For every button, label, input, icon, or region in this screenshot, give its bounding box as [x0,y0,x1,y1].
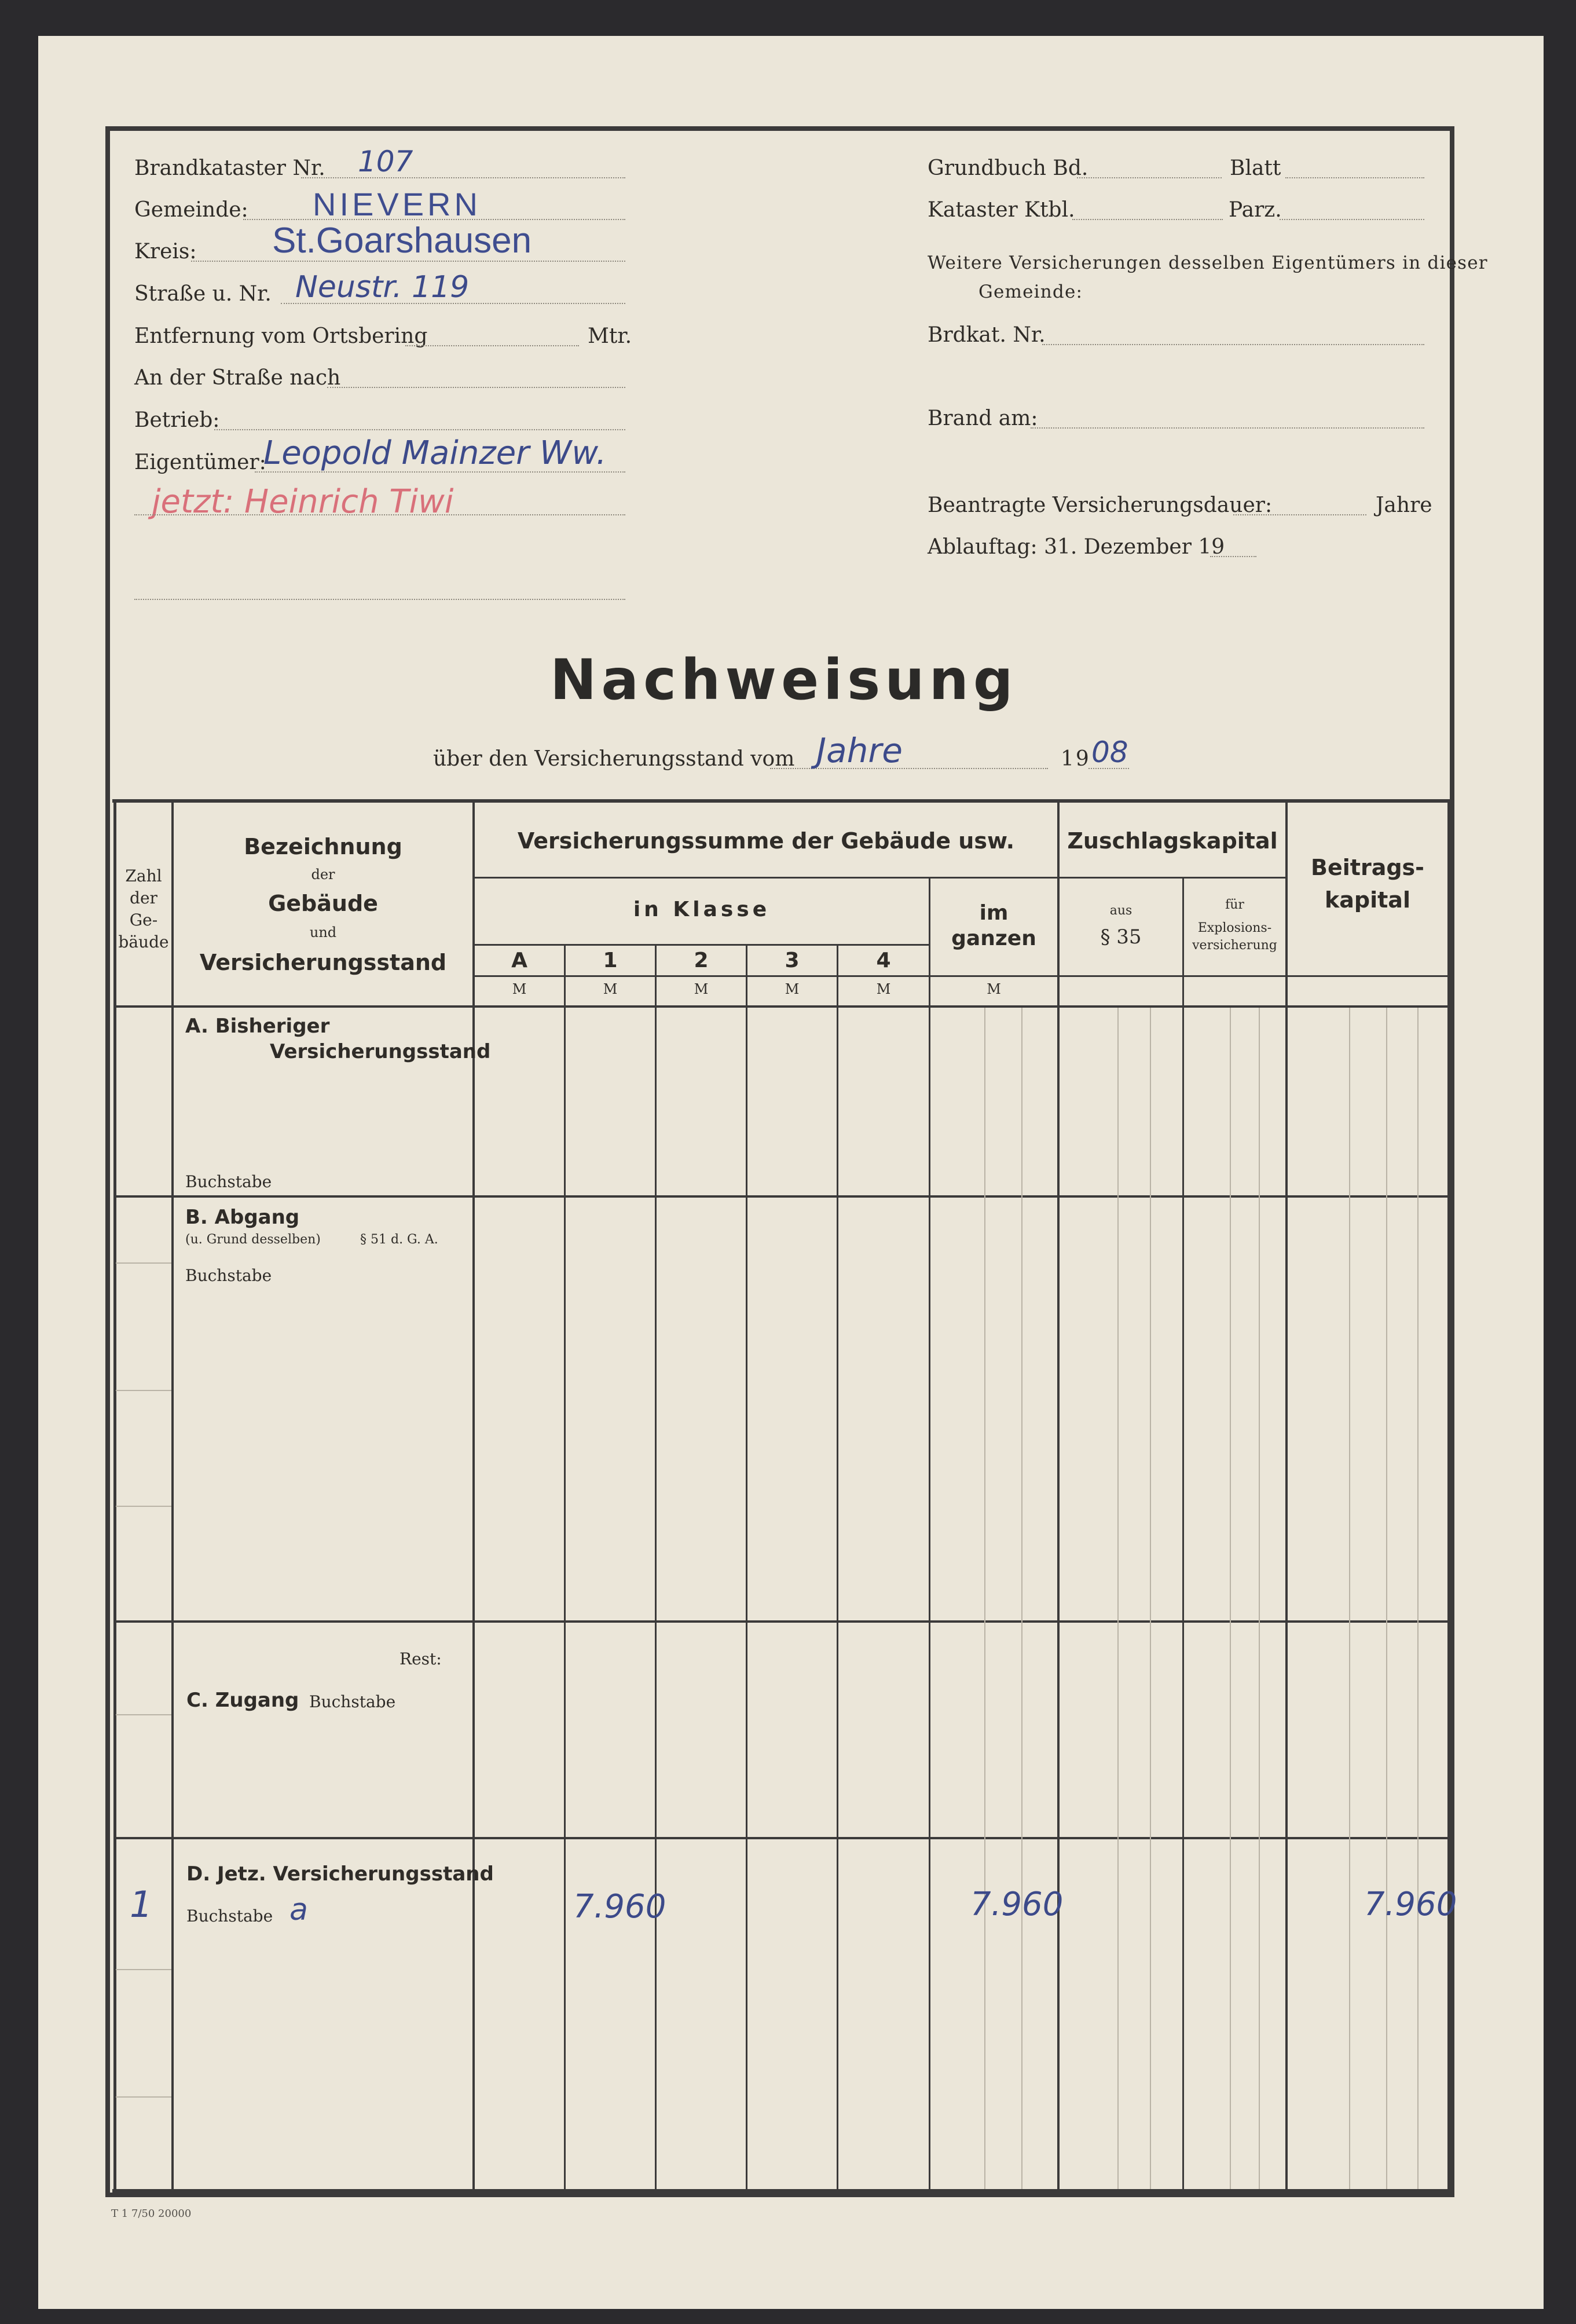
blatt-line [1285,177,1424,178]
dauer-label: Beantragte Versicherungsdauer: [928,493,1273,517]
col-line-4 [929,878,930,2189]
brandkataster-value: 107 [358,145,413,178]
col-line-3 [837,945,838,2189]
brdkat-line [1042,344,1424,345]
zahl-rule-4 [116,1714,171,1715]
header-klasse-3: 3 [785,949,800,972]
header-klasse-1: 1 [603,949,618,972]
header-fuer-1: für [1225,898,1244,912]
header-aus: aus [1109,903,1132,918]
sub-line-beitrag-2 [1386,1008,1387,2189]
header-bezeichnung-4: und [309,924,337,940]
section-d-zahl-hw: 1 [130,1883,153,1926]
col-line-a [564,945,566,2189]
header-fuer-2: Explosions- [1197,921,1272,935]
table-bottom-border [112,2189,1449,2193]
sub-line-fuer-2 [1259,1008,1260,2189]
header-bezeichnung-1: Bezeichnung [244,834,402,859]
betrieb-label: Betrieb: [134,408,220,432]
zahl-rule-1 [116,1262,171,1264]
header-zahl-4: bäude [118,932,169,951]
header-fuer-3: versicherung [1192,938,1277,953]
unit-3: M [785,981,800,997]
strasse-value: Neustr. 119 [295,270,470,305]
grundbuch-label: Grundbuch Bd. [928,156,1088,180]
header-ganzen: ganzen [951,927,1036,950]
section-b-title: B. Abgang [185,1206,300,1229]
col-line-zahl [171,803,174,2189]
hline-klassen-values [474,975,1058,977]
parz-label: Parz. [1229,198,1282,222]
zahl-rule-3 [116,1506,171,1507]
sub-line-beitrag-3 [1417,1008,1419,2189]
eigentuemer-line-3 [134,599,625,600]
entfernung-line [405,345,579,346]
hline-versicherung [474,877,1058,879]
sub-line-aus-1 [1117,1008,1119,2189]
title-heading: Nachweisung [550,647,1018,712]
section-d-ganzen-hw: 7.960 [970,1886,1064,1923]
hline-section-c [116,1837,1449,1839]
title-year-prefix: 19 [1061,747,1091,771]
hline-section-b [116,1620,1449,1623]
col-line-1 [655,945,657,2189]
brandkataster-label: Brandkataster Nr. [134,156,325,180]
hline-zuschlag-bottom [1058,975,1449,977]
sub-line-fuer-1 [1230,1008,1231,2189]
section-a-buchstabe: Buchstabe [185,1172,272,1191]
blatt-label: Blatt [1230,156,1281,180]
zahl-rule-2 [116,1390,171,1391]
table-right-border [1447,799,1450,2193]
table-top-border [112,799,1449,803]
footer-code: T 1 7/50 20000 [111,2208,192,2220]
header-versicherungssumme: Versicherungssumme der Gebäude usw. [517,828,1015,854]
section-d-beitrag-hw: 7.960 [1364,1886,1457,1923]
header-in-klasse: in Klasse [633,898,771,921]
header-zahl-2: der [130,888,157,907]
sub-line-aus-2 [1150,1008,1151,2189]
zahl-rule-6 [116,2096,171,2098]
title-subline: über den Versicherungsstand vom [433,747,795,771]
unit-a: M [512,981,527,997]
kreis-stamp: St.Goarshausen [272,221,532,261]
col-line-fuer [1285,803,1288,2189]
hline-section-a [116,1195,1449,1198]
section-d-buchstabe: Buchstabe [186,1906,273,1926]
title-date-hw: Jahre [816,731,903,770]
unit-4: M [876,981,891,997]
betrieb-line [214,429,625,430]
section-d-klasse1-hw: 7.960 [573,1888,666,1926]
section-d-title: D. Jetz. Versicherungsstand [186,1862,494,1886]
kreis-label: Kreis: [134,240,197,263]
section-d-buchstabe-hw: a [289,1893,308,1927]
header-zahl-1: Zahl [125,866,162,885]
sub-line-ganzen-1 [984,1008,985,2189]
kataster-line [1072,219,1223,220]
header-bezeichnung-5: Versicherungsstand [199,950,447,975]
col-line-ganzen [1057,803,1060,2189]
weitere-line1: Weitere Versicherungen desselben Eigentümers in dieser [928,252,1488,273]
title-date-line [770,768,1048,769]
col-line-aus [1182,878,1184,2189]
zahl-rule-5 [116,1969,171,1970]
header-bezeichnung-2: der [311,866,335,883]
brandkataster-line [301,177,625,178]
header-aus-ref: § 35 [1100,925,1142,949]
gemeinde-label: Gemeinde: [134,198,248,222]
header-beitrags-1: Beitrags- [1311,855,1424,880]
hline-klasse [474,944,930,946]
header-bezeichnung-3: Gebäude [268,891,378,916]
title-year-hw: 08 [1091,735,1128,769]
unit-1: M [603,981,618,997]
dauer-unit: Jahre [1376,493,1432,517]
an-der-strasse-label: An der Straße nach [134,366,341,390]
ablauftag-label: Ablauftag: 31. Dezember 19 [928,535,1225,559]
eigentuemer-line-2 [134,514,625,515]
parz-line [1280,219,1424,220]
section-b-ref: § 51 d. G. A. [360,1232,438,1247]
col-line-2 [746,945,747,2189]
header-beitrags-2: kapital [1325,887,1410,913]
entfernung-label: Entfernung vom Ortsbering [134,324,428,348]
col-line-bezeichnung [472,803,475,2189]
rest-label: Rest: [400,1649,442,1668]
grundbuch-line [1077,177,1222,178]
strasse-label: Straße u. Nr. [134,282,272,306]
header-zuschlag: Zuschlagskapital [1067,828,1278,854]
header-zahl-3: Ge- [129,910,158,929]
table-left-border [113,799,116,2193]
section-a-title1: A. Bisheriger [185,1015,330,1038]
dauer-line [1233,514,1366,515]
weitere-line2: Gemeinde: [978,281,1083,302]
section-b-sub: (u. Grund desselben) [185,1232,321,1247]
section-a-title2: Versicherungsstand [270,1040,491,1063]
unit-ganzen: M [987,981,1001,997]
gemeinde-stamp: NIEVERN [313,186,481,222]
section-c-buchstabe: Buchstabe [309,1692,396,1711]
eigentuemer-note: jetzt: Heinrich Tiwi [152,483,454,521]
title-year-line [1088,768,1129,769]
unit-2: M [694,981,709,997]
section-b-buchstabe: Buchstabe [185,1266,272,1285]
ablauftag-line [1210,556,1256,557]
section-c-title: C. Zugang [186,1689,299,1712]
brand-label: Brand am: [928,407,1038,430]
sub-line-beitrag-1 [1349,1008,1350,2189]
an-der-strasse-line [327,387,625,388]
header-im: im [979,901,1009,925]
eigentuemer-value: Leopold Mainzer Ww. [263,434,607,472]
header-klasse-2: 2 [694,949,709,972]
entfernung-unit: Mtr. [588,324,632,348]
hline-zuschlag [1058,877,1287,879]
kataster-label: Kataster Ktbl. [928,198,1075,222]
hline-header-bottom [116,1005,1449,1008]
sub-line-ganzen-2 [1021,1008,1022,2189]
brdkat-label: Brdkat. Nr. [928,323,1046,347]
brand-line [1031,427,1424,429]
eigentuemer-label: Eigentümer: [134,451,266,474]
header-klasse-a: A [511,949,527,972]
header-klasse-4: 4 [876,949,891,972]
